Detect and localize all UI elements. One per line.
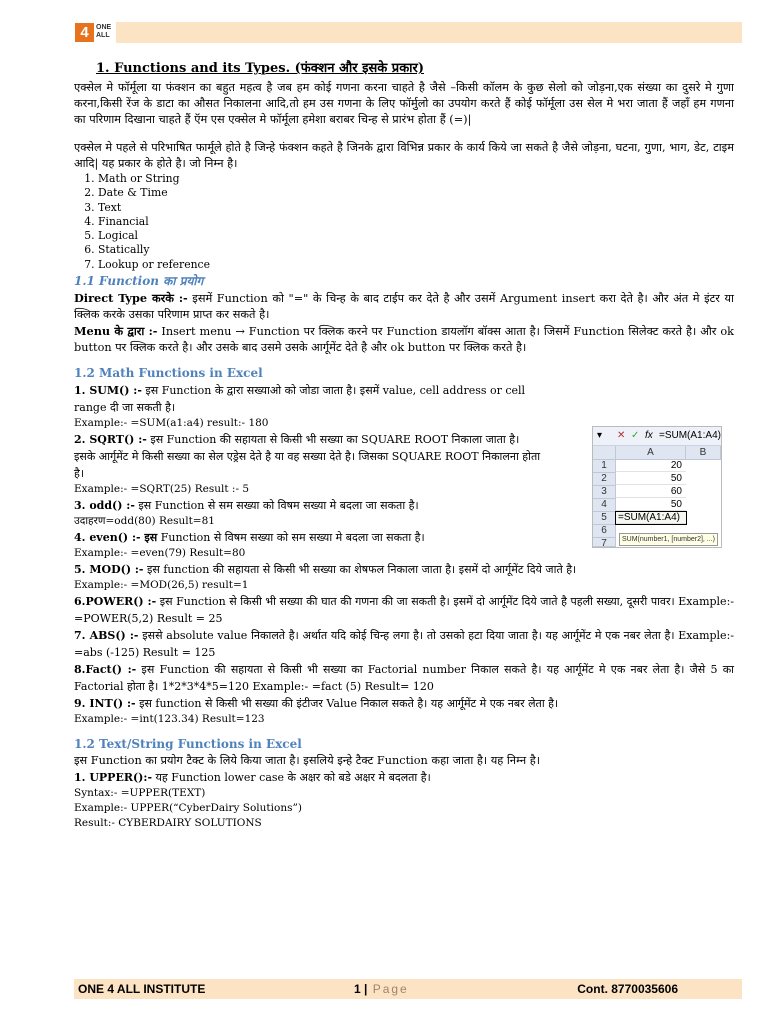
function-tooltip: SUM(number1, [number2], ...) (619, 533, 718, 546)
cell-value: 50 (616, 499, 686, 511)
page-title: 1. Functions and its Types. (फंक्शन और इसके प्रकार) (96, 61, 425, 76)
logo-text (96, 24, 111, 40)
row-header: 5 (593, 512, 616, 525)
cell-value: 60 (616, 486, 686, 498)
institute-logo (74, 22, 116, 43)
row-header: 3 (593, 486, 616, 499)
function-description: इस Function से सम सख्या को विषम सख्या मे बदला जा सकता है। (134, 499, 419, 513)
header-bar (74, 22, 742, 43)
menu-paragraph (74, 323, 734, 356)
function-label: 1. SUM() :- (74, 384, 142, 398)
list-item: 6. Statically (98, 243, 734, 257)
formula-bar (593, 427, 721, 446)
active-cell: =SUM(A1:A4) (616, 512, 686, 524)
cell-value: 50 (616, 473, 686, 485)
list-item: 7. Lookup or reference (98, 258, 734, 272)
function-item (74, 593, 734, 627)
upper-paragraph (74, 769, 734, 786)
row-header: 7 (593, 538, 616, 547)
corner-cell (593, 446, 616, 460)
function-item (74, 561, 734, 578)
function-label: 5. MOD() :- (74, 563, 144, 577)
cell-value: 20 (616, 460, 686, 472)
footer-bar (74, 979, 742, 999)
upper-result: Result:- CYBERDAIRY SOLUTIONS (74, 817, 262, 830)
intro-paragraph-2: एक्सेल मे पहले से परिभाषित फार्मूले होते है जिन्हे फंक्शन कहते है जिनके द्वारा विभिन्न प्रकार के कार्य किये जा सकते है जैसे जोड़ना, घटना, गुणा, भाग, डेट, टाइम आदि| यह प्रकार के होते है। जो निम्न है। (74, 141, 734, 170)
function-types-list (74, 172, 734, 272)
function-item (74, 661, 734, 695)
function-label: 9. INT() :- (74, 697, 136, 711)
formula-text: =SUM(A1:A4) (659, 430, 721, 441)
fx-icon: fx (645, 430, 653, 441)
function-description: इस function से किसी भी सख्या की इंटीजर Value निकाल सकते है। यह आर्गूमेंट मे एक नबर लेता है। (135, 697, 559, 711)
direct-type-text: इसमें Function को "=" के चिन्ह के बाद टाईप कर देते है और उसमें Argument insert करा देते है। और अंत मे इंटर या क्लिक करके उसका परिणाम प्राप्त कर सकते है। (74, 292, 734, 322)
function-description: इस Function से किसी भी सख्या की घात की गणना की जा सकती है। इसमें दो आर्गूमेंट दिये जाते है पहली सख्या, दूसरी पावर। Example:- =POWER(5,2) Result = 25 (74, 595, 734, 626)
enter-icon: ✓ (631, 430, 640, 441)
logo-text-2: ALL (96, 32, 110, 39)
function-example: Example:- =MOD(26,5) result=1 (74, 579, 249, 592)
list-item: 4. Financial (98, 215, 734, 229)
list-item: 5. Logical (98, 229, 734, 243)
function-item (74, 627, 734, 661)
intro-paragraph-1: एक्सेल मे फॉर्मूला या फंक्शन का बहुत महत्व है जब हम कोई गणना करना चाहते है जैसे –किसी कॉलम के कुछ सेलो को जोड़ना,एक संख्या का दुसरे मे गुणा करना,किसी रेंज के डाटा का औसत निकालना आदि,तो हम उस गणना के लिए फॉर्मुलो का उपयोग करते हैं कोई फॉर्मूला उस सेल मे भरा जाता हैं जहाँ हम गणना का परिणाम दिखाना चाहते हैं ऍम एस एक्सेल मे फॉर्मूला हमेशा बराबर चिन्ह से प्रारंभ होता हैं (=)| (74, 81, 734, 126)
excel-screenshot (592, 426, 722, 548)
upper-label: 1. UPPER():- (74, 771, 153, 785)
function-description: इससे absolute value निकालते है। अर्थात यदि कोई चिन्ह लगा है। तो उसको हटा दिया जाता है। यह आर्गूमेंट मे एक नबर लेता है। Example:- =abs (-125) Result = 125 (74, 629, 734, 660)
function-label: 3. odd() :- (74, 499, 135, 513)
function-description: इस function की सहायता से किसी भी सख्या का शेषफल निकाला जाता है। इसमें दो आर्गूमेंट दिये जाते है। (143, 563, 577, 577)
menu-label: Menu के द्वारा :- (74, 324, 158, 339)
row-header: 6 (593, 525, 616, 538)
upper-example: Example:- UPPER(“CyberDairy Solutions”) (74, 802, 302, 815)
function-example: Example:- =int(123.34) Result=123 (74, 713, 265, 726)
upper-syntax: Syntax:- =UPPER(TEXT) (74, 787, 206, 800)
dropdown-icon: ▾ (597, 430, 603, 441)
column-header-b: B (686, 446, 721, 460)
function-label: 8.Fact() :- (74, 663, 137, 677)
list-item: 1. Math or String (98, 172, 734, 186)
list-item: 3. Text (98, 201, 734, 215)
row-header: 2 (593, 473, 616, 486)
function-label: 6.POWER() :- (74, 595, 157, 609)
text-intro: इस Function का प्रयोग टैक्ट के लिये किया जाता है। इसलिये इन्हे टैक्ट Function कहा जाता है। यह निम्न है। (74, 754, 541, 768)
function-description: इस Function की सहायता से किसी भी सख्या का SQUARE ROOT निकाला जाता है। इसके आर्गूमेंट मे किसी सख्या का सेल एड्रेस देते है या वह सख्या देते है। जिसका SQUARE ROOT निकालना होता है। (74, 433, 541, 481)
row-header: 4 (593, 499, 616, 512)
section-heading-function-use: 1.1 Function का प्रयोग (74, 274, 204, 289)
list-item: 2. Date & Time (98, 186, 734, 200)
cancel-icon: ✕ (617, 430, 626, 441)
function-label: 7. ABS() :- (74, 629, 139, 643)
page-word: Page (367, 982, 409, 996)
function-item (74, 431, 544, 482)
function-example: Example:- =SQRT(25) Result :- 5 (74, 483, 250, 496)
function-example: Example:- =SUM(a1:a4) result:- 180 (74, 417, 269, 430)
function-example: उदाहरण=odd(80) Result=81 (74, 515, 215, 528)
footer-page (354, 979, 409, 999)
upper-text: यह Function lower case के अक्षर को बडे अक्षर मे बदलता है। (152, 771, 431, 785)
function-description: Function से विषम सख्या को सम सख्या मे बदला जा सकता है। (157, 531, 425, 545)
footer-institute: ONE 4 ALL INSTITUTE (78, 982, 206, 996)
section-heading-text: 1.2 Text/String Functions in Excel (74, 737, 302, 752)
function-label: 4. even() :- इस (74, 531, 158, 545)
function-description: इस Function के द्वारा सख्याओ को जोडा जाता है। इसमें value, cell address or cell range दी जा सकती है। (74, 384, 526, 415)
page-number: 1 | (354, 982, 368, 996)
function-description: इस Function की सहायता से किसी भी सख्या का Factorial number निकाल सकते है। यह आर्गूमेंट मे एक नबर लेता है। जैसे 5 का Factorial होता है। 1*2*3*4*5=120 Example:- =fact (5) Result= 120 (74, 663, 734, 694)
direct-type-label: Direct Type करके :- (74, 291, 188, 306)
function-example: Example:- =even(79) Result=80 (74, 547, 246, 560)
function-item (74, 382, 544, 416)
column-header-a: A (616, 446, 686, 460)
logo-number: 4 (75, 23, 94, 42)
function-label: 2. SQRT() :- (74, 433, 147, 447)
section-heading-math: 1.2 Math Functions in Excel (74, 366, 263, 381)
row-header: 1 (593, 460, 616, 473)
function-item (74, 695, 734, 712)
direct-type-paragraph (74, 290, 734, 323)
footer-contact: Cont. 8770035606 (577, 982, 678, 996)
logo-text-1: ONE (96, 24, 112, 31)
menu-text: Insert menu → Function पर क्लिक करने पर Function डायलॉग बॉक्स आता है। जिसमें Function सिलेक्ट करते है। और ok button पर क्लिक करते है। और उसके बाद उसमे उसके आर्गूमेंट देते है और ok button पर क्लिक करते है। (74, 325, 734, 355)
